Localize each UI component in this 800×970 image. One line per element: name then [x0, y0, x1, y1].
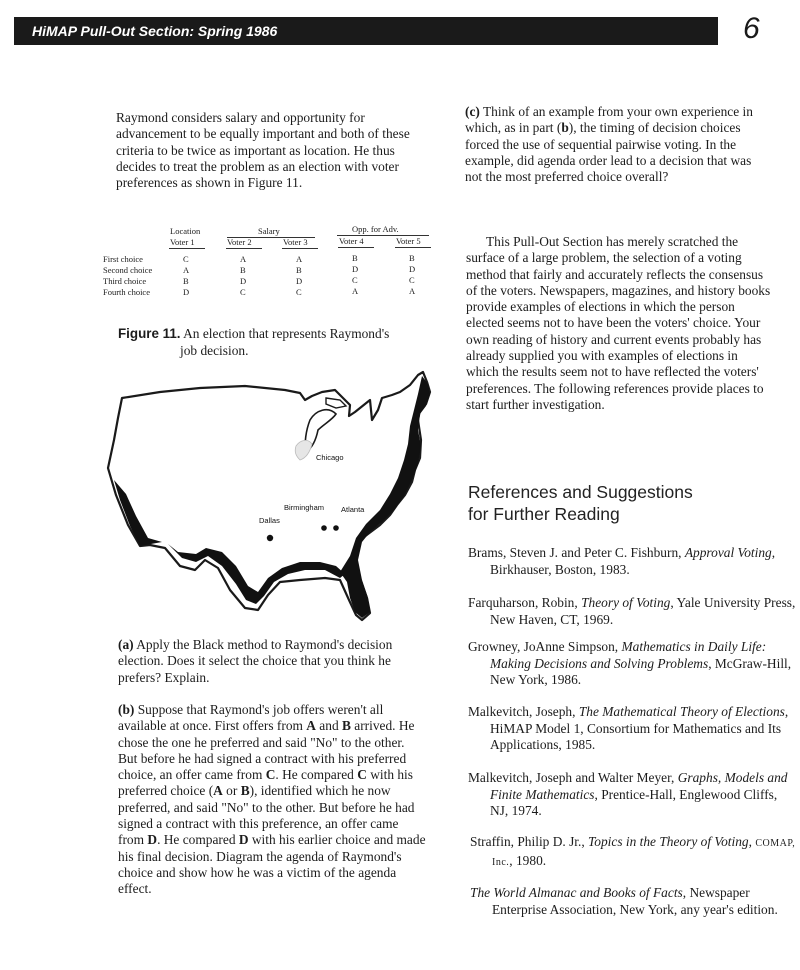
question-b-text: . He compared	[157, 832, 239, 848]
question-c-text: Think of an example from your own experience in which, as in part (	[465, 104, 753, 136]
reference-title: Mathematics in Daily Life: Making Decisions and Solving Problems	[490, 639, 767, 671]
voter-header: Voter 5	[396, 236, 421, 246]
figure-label: Figure 11.	[118, 326, 181, 341]
chicago-marker	[295, 440, 312, 460]
question-c-text: ), the timing of decision choices forced the use of sequential pairwise voting. In the example, did agenda order lead to a decision that was not the most preferred choice overall?	[465, 120, 752, 185]
reference-title: Graphs, Models and Finite Mathematics	[490, 770, 788, 802]
map-label-chicago: Chicago	[316, 453, 344, 462]
question-b-text: ), identified which he now preferred, and said "No" to the other. But before he had signed a contract with this preference, an offer came from	[118, 783, 415, 848]
shaded-southwest-region	[114, 480, 162, 546]
table-cell: B	[409, 253, 415, 263]
option-letter: C	[265, 767, 276, 783]
reference-publisher: , Yale University Press, New Haven, CT, 1969.	[490, 595, 796, 627]
table-cell: B	[352, 253, 358, 263]
table-cell: C	[240, 287, 246, 297]
reference-author: Malkevitch, Joseph,	[468, 704, 579, 719]
reference-publisher: , 1980.	[509, 852, 547, 868]
reference-item: Straffin, Philip D. Jr., Topics in the Theory of Voting, COMAP, Inc., 1980.	[470, 834, 796, 868]
question-a-label: (a)	[118, 637, 134, 652]
voter-header: Voter 4	[339, 236, 364, 246]
table-cell: A	[409, 286, 416, 296]
question-a-text: Apply the Black method to Raymond's decision election. Does it select the choice that you think he prefers? Explain.	[118, 637, 393, 685]
table-cell: D	[352, 264, 359, 274]
reference-title: Topics in the Theory of Voting	[588, 834, 749, 849]
reference-author: Malkevitch, Joseph and Walter Meyer,	[468, 770, 678, 785]
table-cell: B	[296, 265, 302, 275]
references-heading-line: for Further Reading	[468, 504, 620, 524]
option-letter: D	[147, 832, 158, 848]
reference-publisher: , HiMAP Model 1, Consortium for Mathematics and Its Applications, 1985.	[490, 704, 789, 752]
reference-title: The World Almanac and Books of Facts	[470, 885, 683, 900]
reference-author: Growney, JoAnne Simpson,	[468, 639, 622, 654]
group-label-salary: Salary	[258, 226, 280, 236]
voter-header: Voter 2	[227, 237, 252, 247]
option-letter: A	[306, 718, 316, 734]
option-letter: D	[238, 832, 249, 848]
question-b-text: arrived. He chose the one he preferred and said "No" to the other. But before he had signed a contract with his preferred choice, an offer came from	[118, 718, 415, 783]
figure-caption-text: job decision.	[180, 343, 249, 358]
table-cell: D	[409, 264, 416, 274]
table-cell: D	[296, 276, 303, 286]
table-cell: B	[240, 265, 246, 275]
page-number: 6	[743, 12, 760, 45]
row-label: Third choice	[103, 276, 147, 286]
map-label-dallas: Dallas	[259, 516, 280, 525]
closing-paragraph: This Pull-Out Section has merely scratched the surface of a large problem, the selection of a voting method that fairly and accurately reflects the consensus of the voters. Newspapers, magazines, and history books provide examples of elections in which the person elected seems not to have been the voters' choice. Your own reading of history and current events probably has already supplied you with examples of elections in which the results seem not to have reflected the voters' preferences. The following references provide places to start further investigation.	[466, 234, 771, 412]
atlanta-dot	[333, 525, 339, 531]
reference-item	[468, 545, 796, 578]
map-label-birmingham: Birmingham	[284, 503, 325, 512]
table-cell: A	[240, 254, 247, 264]
shaded-coast-region	[168, 544, 345, 604]
reference-publisher: , Newspaper Enterprise Association, New York, any year's edition.	[492, 885, 778, 917]
question-b	[118, 702, 426, 898]
option-letter: A	[213, 783, 223, 799]
option-letter: C	[357, 767, 367, 783]
question-a	[118, 637, 418, 686]
map-label-atlanta: Atlanta	[341, 505, 365, 514]
question-b-label: (b)	[118, 702, 135, 717]
option-letter: B	[341, 718, 351, 734]
dallas-dot	[267, 535, 273, 541]
reference-title: The Mathematical Theory of Elections	[578, 704, 785, 719]
row-label: Second choice	[103, 265, 153, 275]
row-label: Fourth choice	[103, 287, 150, 297]
table-cell: D	[183, 287, 190, 297]
voter-header: Voter 3	[283, 237, 308, 247]
reference-title: Theory of Voting	[581, 595, 671, 610]
birmingham-dot	[321, 525, 327, 531]
reference-publisher: , Birkhauser, Boston, 1983.	[490, 545, 776, 577]
row-label: First choice	[103, 254, 143, 264]
question-b-text: . He compared	[275, 767, 358, 783]
table-cell: A	[352, 286, 359, 296]
table-cell: C	[296, 287, 302, 297]
section-title: HiMAP Pull-Out Section: Spring 1986	[32, 23, 278, 39]
reference-item	[468, 704, 796, 754]
reference-item	[470, 885, 796, 918]
table-cell: C	[183, 254, 189, 264]
intro-paragraph: Raymond considers salary and opportunity for advancement to be equally important and both of these criteria to be twice as important as location. He thus decides to treat the problem as an election with voter preferences as shown in Figure 11.	[116, 110, 410, 191]
question-b-text: with his preferred choice (	[118, 767, 413, 799]
figure-caption-text: An election that represents Raymond's	[183, 326, 390, 341]
question-c	[465, 104, 767, 185]
table-cell: D	[240, 276, 247, 286]
option-letter: B	[240, 783, 250, 799]
reference-item	[468, 639, 796, 689]
question-b-text: or	[222, 783, 241, 799]
reference-author: Farquharson, Robin,	[468, 595, 582, 610]
question-c-label: (c)	[465, 104, 480, 119]
reference-item	[468, 770, 796, 820]
references-heading	[468, 481, 768, 525]
question-b-text: with his earlier choice and made his final decision. Diagram the agenda of Raymond's choice and show how he was a victim of the agenda effect.	[118, 832, 426, 897]
reference-publisher: , Prentice-Hall, Englewood Cliffs, NJ, 1974.	[490, 786, 778, 818]
part-reference: b	[561, 120, 569, 136]
reference-title: Approval Voting	[684, 545, 772, 560]
reference-author: Brams, Steven J. and Peter C. Fishburn,	[468, 545, 685, 560]
references-heading-line: References and Suggestions	[468, 482, 693, 502]
group-label-location: Location	[170, 226, 201, 236]
voter-header: Voter 1	[170, 237, 195, 247]
reference-publisher: , McGraw-Hill, New York, 1986.	[490, 655, 792, 687]
table-cell: C	[352, 275, 358, 285]
table-cell: A	[183, 265, 190, 275]
reference-item	[468, 595, 796, 628]
reference-publisher: COMAP, Inc.	[492, 838, 796, 868]
table-cell: B	[183, 276, 189, 286]
reference-author: Straffin, Philip D. Jr.,	[470, 834, 589, 849]
table-cell: A	[296, 254, 303, 264]
question-b-text: Suppose that Raymond's job offers weren't all available at once. First offers from	[118, 702, 384, 734]
table-cell: C	[409, 275, 415, 285]
group-label-opportunity: Opp. for Adv.	[352, 224, 399, 234]
question-b-text: and	[315, 718, 342, 734]
